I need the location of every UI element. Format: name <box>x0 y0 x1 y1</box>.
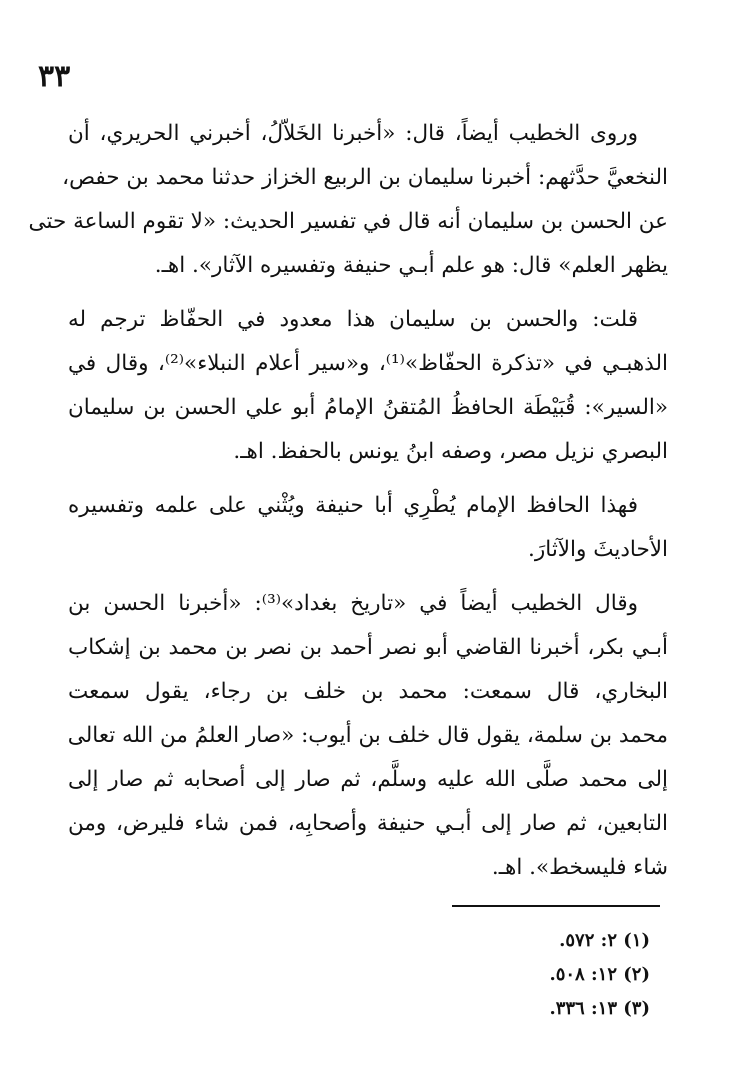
text-line: البخاري، قال سمعت: محمد بن خلف بن رجاء، يقول سمعت <box>68 679 668 704</box>
text-line: وقال الخطيب أيضاً في «تاريخ بغداد»⁽³⁾: «أخبرنا الحسن بن <box>68 591 638 616</box>
paragraph-3 <box>68 484 668 572</box>
body-text <box>28 112 668 900</box>
footnote-1: (١) ٢: ٥٧٢. <box>559 930 650 951</box>
footnote-3: (٣) ١٣: ٣٣٦. <box>549 998 650 1019</box>
text-line: التابعين، ثم صار إلى أبـي حنيفة وأصحابِه، فمن شاء فليرض، ومن <box>68 811 668 836</box>
text-line: أبـي بكر، أخبرنا القاضي أبو نصر أحمد بن نصر بن محمد بن إشكاب <box>68 635 668 660</box>
text-line: الأحاديثَ والآثارَ. <box>528 537 668 562</box>
text-line: البصري نزيل مصر، وصفه ابنُ يونس بالحفظ. اهـ. <box>233 439 668 464</box>
text-line: النخعيَّ حدَّثهم: أخبرنا سليمان بن الربيع الخزاز حدثنا محمد بن حفص، <box>62 165 668 190</box>
footnotes <box>450 924 650 1026</box>
text-line: فهذا الحافظ الإمام يُطْرِي أبا حنيفة ويُثْني على علمه وتفسيره <box>68 493 638 518</box>
text-line: شاء فليسخط». اهـ. <box>491 855 668 880</box>
text-line: إلى محمد صلَّى الله عليه وسلَّم، ثم صار إلى أصحابه ثم صار إلى <box>68 767 668 792</box>
text-line: محمد بن سلمة، يقول قال خلف بن أيوب: «صار العلمُ من الله تعالى <box>67 723 668 748</box>
paragraph-2 <box>68 298 668 474</box>
text-line: «السير»: قُبَيْطَة الحافظُ المُتقنُ الإمامُ أبو علي الحسن بن سليمان <box>68 395 668 420</box>
text-line: قلت: والحسن بن سليمان هذا معدود في الحفّاظ ترجم له <box>68 307 638 332</box>
footnote-divider <box>452 905 660 907</box>
page-number: ٣٣ <box>38 59 71 94</box>
footnote-2: (٢) ١٢: ٥٠٨. <box>549 964 650 985</box>
text-line: يظهر العلم» قال: هو علم أبـي حنيفة وتفسيره الآثار». اهـ. <box>154 253 668 278</box>
text-line: الذهبـي في «تذكرة الحفّاظ»⁽¹⁾، و«سير أعلام النبلاء»⁽²⁾، وقال في <box>68 351 668 376</box>
paragraph-4 <box>68 582 668 890</box>
text-line: عن الحسن بن سليمان أنه قال في تفسير الحديث: «لا تقوم الساعة حتى <box>28 209 668 234</box>
paragraph-1 <box>28 112 668 288</box>
text-line: وروى الخطيب أيضاً، قال: «أخبرنا الخَلاّلُ، أخبرني الحريري، أن <box>68 121 638 146</box>
